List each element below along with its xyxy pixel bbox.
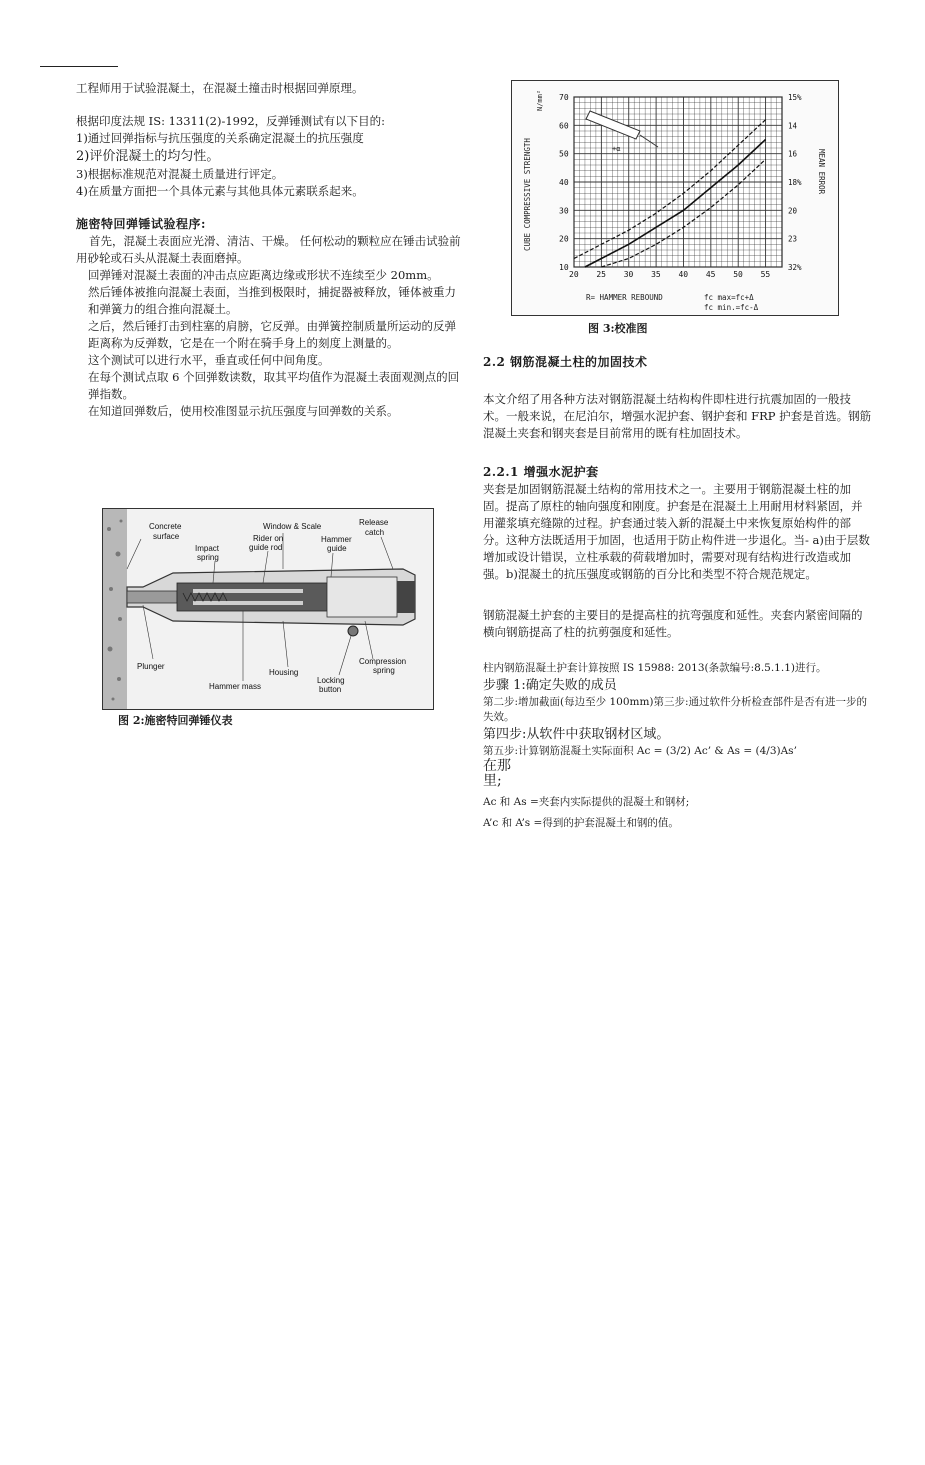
label-concrete-surface-1: Concrete <box>149 522 182 531</box>
y-axis-label: CUBE COMPRESSIVE STRENGTH <box>523 138 532 251</box>
purpose-1: 1)通过回弹指标与抗压强度的关系确定混凝土的抗压强度 <box>76 131 364 145</box>
step-5: 第五步:计算钢筋混凝土实际面积 Ac = (3/2) Ac’ & As = (4/3)As’ <box>483 745 797 757</box>
label-hammer-guide-1: Hammer <box>321 535 352 544</box>
procedure-heading: 施密特回弹锤试验程序: <box>76 217 206 231</box>
label-window-scale: Window & Scale <box>263 522 322 531</box>
left-column <box>76 80 461 420</box>
x-tick-label: 40 <box>678 270 689 279</box>
label-concrete-surface-2: surface <box>153 532 180 541</box>
calc-lead: 柱内钢筋混凝土护套计算按照 IS 15988: 2013(条款编号:8.5.1.1)进行。 <box>483 662 827 674</box>
jacket-text: 钢筋混凝土护套的主要目的是提高柱的抗弯强度和延性。夹套内紧密间隔的横向钢筋提高了柱的抗剪强度和延性。 <box>483 608 863 639</box>
procedure-1: 首先，混凝土表面应光滑、清洁、干燥。 任何松动的颗粒应在锤击试验前用砂轮或石头从混凝土表面磨掉。 <box>76 234 461 265</box>
right-axis-label: MEAN ERROR <box>817 149 826 195</box>
header-rule <box>40 66 118 67</box>
step-1: 步骤 1:确定失败的成员 <box>483 678 617 693</box>
purpose-2: 2)评价混凝土的均匀性。 <box>76 149 220 164</box>
label-hammer-guide-2: guide <box>327 544 347 553</box>
procedure-6: 在每个测试点取 6 个回弹数读数，取其平均值作为混凝土表面观测点的回弹指数。 <box>88 370 460 401</box>
x-tick-label: 50 <box>733 270 743 279</box>
where-label: 在那里; <box>483 758 511 789</box>
label-locking-button-2: button <box>319 685 342 694</box>
figure-2-hammer-diagram <box>102 508 434 710</box>
hammer-mass-block <box>177 583 327 611</box>
legend-max: fc max=fc+Δ <box>704 293 754 302</box>
procedure-2: 回弹锤对混凝土表面的冲击点应距离边缘或形状不连续至少 20mm。 <box>88 268 439 282</box>
x-tick-label: 30 <box>623 270 634 279</box>
intro-text: 工程师用于试验混凝土，在混凝土撞击时根据回弹原理。 <box>76 81 364 95</box>
label-rider-2: guide rod <box>249 543 283 552</box>
purpose-lead: 根据印度法规 IS: 13311(2)-1992，反弹锤测试有以下目的: <box>76 114 386 128</box>
x-tick-label: 55 <box>760 270 771 279</box>
figure-2-caption: 图 2:施密特回弹锤仪表 <box>118 714 233 727</box>
x-tick-label: 25 <box>596 270 607 279</box>
procedure-3: 然后锤体被推向混凝土表面，当推到极限时，捕捉器被释放，锤体被重力和弹簧力的组合推向混凝土。 <box>88 285 456 316</box>
procedure-5: 这个测试可以进行水平，垂直或任何中间角度。 <box>88 353 330 367</box>
figure-3-caption: 图 3:校准图 <box>588 322 648 335</box>
purpose-4: 4)在质量方面把一个具体元素与其他具体元素联系起来。 <box>76 184 364 198</box>
step-4: 第四步:从软件中获取钢材区域。 <box>483 727 670 742</box>
right-tick-label: 32% <box>788 263 802 272</box>
y-tick-label: 20 <box>559 234 569 244</box>
definition-2: A’c 和 A’s =得到的护套混凝土和钢的值。 <box>483 817 679 829</box>
y-tick-label: 60 <box>559 121 569 131</box>
label-locking-button-1: Locking <box>317 676 345 685</box>
concrete-wall <box>103 509 127 709</box>
step-2-3: 第二步:增加截面(每边至少 100mm)第三步:通过软件分析检查部件是否有进一步的失效。 <box>483 696 868 723</box>
svg-text:+α: +α <box>612 145 621 153</box>
subsection-heading: 2.2.1 增强水泥护套 <box>483 465 599 479</box>
figure-3-calibration-chart <box>511 80 839 316</box>
right-tick-label: 18% <box>788 178 802 187</box>
label-hammer-mass: Hammer mass <box>209 682 262 691</box>
label-plunger: Plunger <box>137 662 165 671</box>
y-tick-label: 40 <box>559 178 569 187</box>
legend-min: fc min.=fc-Δ <box>704 303 759 312</box>
label-release-catch-1: Release <box>359 518 389 527</box>
y-tick-label: 70 <box>559 93 569 102</box>
purpose-3: 3)根据标准规范对混凝土质量进行评定。 <box>76 167 284 181</box>
label-impact-spring-2: spring <box>197 553 219 562</box>
y-tick-label: 50 <box>559 149 569 159</box>
y-tick-label: 10 <box>559 263 569 272</box>
right-tick-label: 14 <box>788 121 798 131</box>
label-compression-spring-2: spring <box>373 666 395 675</box>
procedure-7: 在知道回弹数后，使用校准图显示抗压强度与回弹数的关系。 <box>88 404 399 418</box>
y-tick-label: 30 <box>559 206 569 216</box>
x-axis-label: R= HAMMER REBOUND <box>586 293 663 302</box>
right-tick-label: 23 <box>788 234 798 244</box>
x-tick-label: 20 <box>569 270 579 279</box>
y-axis-unit: N/mm² <box>536 89 544 111</box>
right-tick-label: 15% <box>788 93 802 102</box>
right-tick-label: 16 <box>788 149 798 159</box>
subsection-text: 夹套是加固钢筋混凝土结构的常用技术之一。主要用于钢筋混凝土柱的加固。提高了原柱的轴向强度和刚度。护套是在混凝土上用耐用材料紧固，并用灌浆填充缝隙的过程。护套通过装入新的混凝土中来恢复原始构件的部分。这种方法既适用于加固，也适用于防止构件进一步退化。当- a)由于层数增加或设计错误，立柱承载的荷载增加时，需要对现有结构进行改造或加强。b)混凝土的抗压强度或钢筋的百分比和类型不符合规范规定。 <box>483 482 870 581</box>
right-tick-label: 20 <box>788 206 798 216</box>
plunger-rod <box>127 591 177 603</box>
section-text: 本文介绍了用各种方法对钢筋混凝土结构构件即柱进行抗震加固的一般技术。一般来说，在尼泊尔，增强水泥护套、钢护套和 FRP 护套是首选。钢筋混凝土夹套和钢夹套是目前常用的既有柱加固技术。 <box>483 392 872 440</box>
x-tick-label: 45 <box>705 270 716 279</box>
right-column <box>483 354 873 831</box>
procedure-4: 之后，然后锤打击到柱塞的肩膀，它反弹。由弹簧控制质量所运动的反弹距离称为反弹数，它是在一个附在骑手身上的刻度上测量的。 <box>88 319 456 350</box>
label-compression-spring-1: Compression <box>359 657 407 666</box>
definition-1: Ac 和 As =夹套内实际提供的混凝土和钢材; <box>483 796 690 808</box>
section-heading: 2.2 钢筋混凝土柱的加固技术 <box>483 355 648 369</box>
label-impact-spring-1: Impact <box>195 544 220 553</box>
label-housing: Housing <box>269 668 299 677</box>
locking-button-shape <box>348 626 358 636</box>
label-release-catch-2: catch <box>365 528 385 537</box>
x-tick-label: 35 <box>651 270 661 279</box>
label-rider-1: Rider on <box>253 534 284 543</box>
